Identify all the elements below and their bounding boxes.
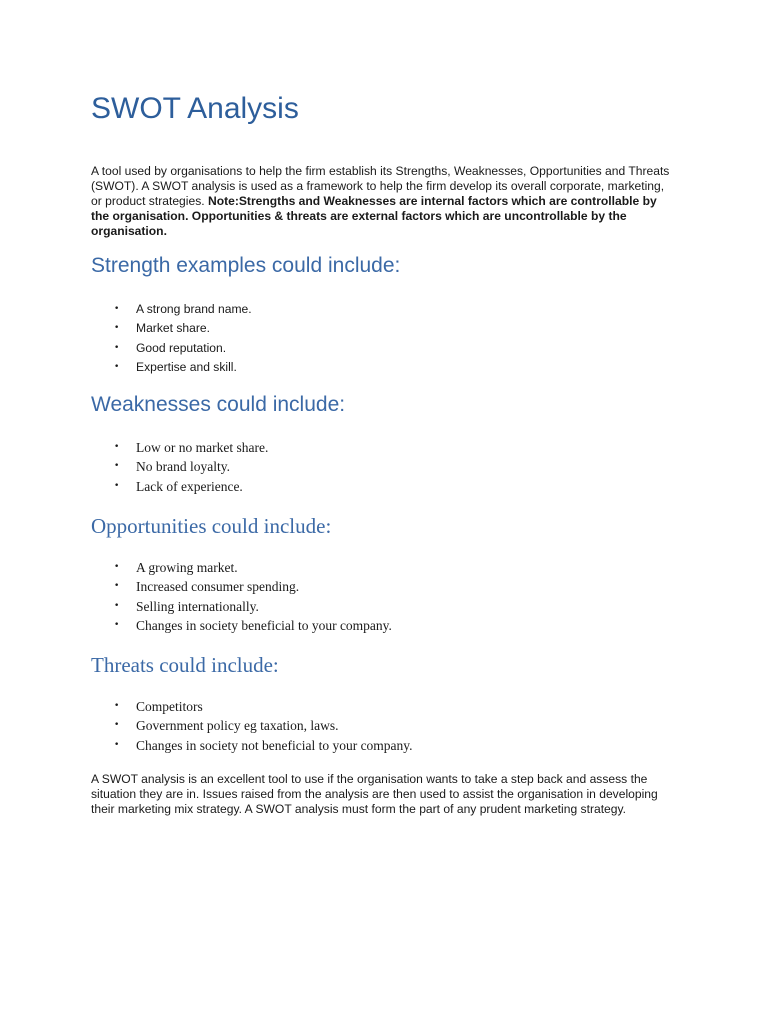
list-item-text: Low or no market share. <box>136 440 269 455</box>
list-item <box>91 358 252 377</box>
list-item-text: Lack of experience. <box>136 478 243 494</box>
list-item-text: Selling internationally. <box>136 598 259 614</box>
bullet-icon: • <box>114 562 120 572</box>
intro-text: A tool used by organisations to help the firm establish its Strengths, Weaknesses, Opportunities and Threats (SWOT). A SWOT analysis is used as a framework to help the firm develop its overall corporate, marketing, or product strategies. <box>91 164 670 208</box>
list-item-text: Government policy eg taxation, laws. <box>136 718 339 734</box>
list-item <box>91 438 268 457</box>
list-item-text: No brand loyalty. <box>136 459 230 475</box>
list-item-text: Market share. <box>136 321 210 336</box>
page-title: SWOT Analysis <box>91 92 299 125</box>
list-item <box>91 457 268 476</box>
bullet-icon: • <box>114 739 120 750</box>
conclusion-paragraph: A SWOT analysis is an excellent tool to use if the organisation wants to take a step back and assess the situation they are in. Issues raised from the analysis are then used to assist the organisation in developing their marketing mix strategy. A SWOT analysis must form the part of any prudent marketing strategy. <box>91 772 658 816</box>
list-item <box>91 716 413 735</box>
list-item <box>91 319 252 338</box>
bullet-icon: • <box>114 342 120 353</box>
list-item <box>91 558 392 577</box>
list-item-text: Increased consumer spending. <box>136 579 300 595</box>
list-item <box>91 736 413 755</box>
list-item <box>91 339 252 358</box>
list-item <box>91 477 268 496</box>
list-item-text: Competitors <box>136 699 203 714</box>
list-item <box>91 616 392 635</box>
opportunities-list <box>91 558 392 635</box>
list-item-text: A growing market. <box>136 560 238 575</box>
opportunities-heading: Opportunities could include: <box>91 514 332 538</box>
list-item <box>91 697 413 716</box>
bullet-icon: • <box>114 304 120 314</box>
strengths-list <box>91 300 252 377</box>
bullet-icon: • <box>114 442 120 452</box>
threats-list <box>91 697 413 755</box>
list-item-text: Expertise and skill. <box>136 359 237 374</box>
list-item-text: Changes in society not beneficial to your company. <box>136 737 413 753</box>
bullet-icon: • <box>114 720 120 731</box>
bullet-icon: • <box>114 480 120 491</box>
list-item <box>91 300 252 319</box>
bullet-icon: • <box>114 461 120 472</box>
weaknesses-heading: Weaknesses could include: <box>91 393 346 416</box>
threats-heading: Threats could include: <box>91 653 279 677</box>
bullet-icon: • <box>114 619 120 630</box>
list-item <box>91 597 392 616</box>
bullet-icon: • <box>114 361 120 372</box>
list-item-text: A strong brand name. <box>136 302 252 316</box>
strengths-heading: Strength examples could include: <box>91 254 401 277</box>
intro-paragraph <box>91 164 676 239</box>
list-item <box>91 577 392 596</box>
list-item-text: Changes in society beneficial to your company. <box>136 617 392 633</box>
list-item-text: Good reputation. <box>136 340 227 355</box>
intro-note: Note:Strengths and Weaknesses are internal factors which are controllable by the organisation. Opportunities & threats are external factors which are uncontrollable by the organisation. <box>91 194 657 238</box>
bullet-icon: • <box>114 323 120 334</box>
bullet-icon: • <box>114 600 120 611</box>
weaknesses-list <box>91 438 268 496</box>
bullet-icon: • <box>114 581 120 592</box>
bullet-icon: • <box>114 701 120 711</box>
